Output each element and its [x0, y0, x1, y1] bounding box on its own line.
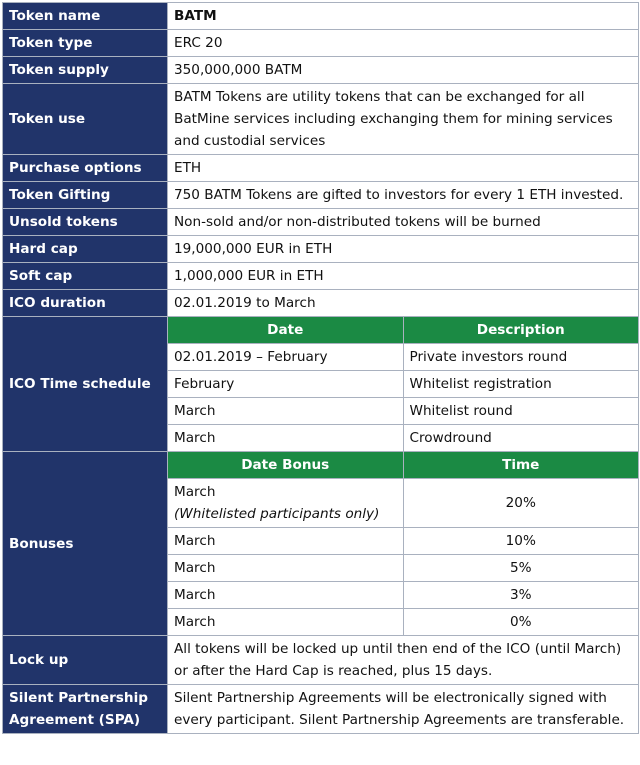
bonus-value: 5% — [403, 555, 638, 582]
bonuses-header-row — [168, 452, 638, 479]
lock-up-label: Lock up — [3, 636, 168, 685]
bonuses-header-time: Time — [403, 452, 638, 479]
bonuses-cell — [168, 452, 639, 636]
bonus-row — [168, 528, 638, 555]
schedule-date: 02.01.2019 – February — [168, 344, 403, 371]
ico-duration-label: ICO duration — [3, 290, 168, 317]
row-soft-cap — [3, 263, 639, 290]
schedule-header-row — [168, 317, 638, 344]
token-gifting-value: 750 BATM Tokens are gifted to investors for every 1 ETH invested. — [168, 182, 639, 209]
schedule-date: February — [168, 371, 403, 398]
schedule-header-description: Description — [403, 317, 638, 344]
token-type-label: Token type — [3, 30, 168, 57]
bonus-row — [168, 609, 638, 636]
row-token-supply — [3, 57, 639, 84]
token-name-value: BATM — [168, 3, 639, 30]
row-token-name — [3, 3, 639, 30]
schedule-description: Crowdround — [403, 425, 638, 452]
schedule-description: Whitelist round — [403, 398, 638, 425]
purchase-options-label: Purchase options — [3, 155, 168, 182]
ico-details-table — [2, 2, 639, 734]
bonus-row — [168, 555, 638, 582]
bonus-date: March — [168, 609, 403, 636]
spa-value: Silent Partnership Agreements will be electronically signed with every participant. Silent Partnership Agreements are transferable. — [168, 685, 639, 734]
spa-label: Silent Partnership Agreement (SPA) — [3, 685, 168, 734]
row-bonuses — [3, 452, 639, 636]
row-ico-time-schedule — [3, 317, 639, 452]
token-name-label: Token name — [3, 3, 168, 30]
token-use-label: Token use — [3, 84, 168, 155]
ico-duration-value: 02.01.2019 to March — [168, 290, 639, 317]
token-supply-label: Token supply — [3, 57, 168, 84]
row-token-use — [3, 84, 639, 155]
schedule-row — [168, 425, 638, 452]
bonus-row — [168, 582, 638, 609]
hard-cap-label: Hard cap — [3, 236, 168, 263]
row-spa — [3, 685, 639, 734]
purchase-options-value: ETH — [168, 155, 639, 182]
unsold-tokens-value: Non-sold and/or non-distributed tokens will be burned — [168, 209, 639, 236]
ico-time-schedule-cell — [168, 317, 639, 452]
soft-cap-label: Soft cap — [3, 263, 168, 290]
row-lock-up — [3, 636, 639, 685]
schedule-header-date: Date — [168, 317, 403, 344]
schedule-row — [168, 398, 638, 425]
soft-cap-value: 1,000,000 EUR in ETH — [168, 263, 639, 290]
row-unsold-tokens — [3, 209, 639, 236]
row-token-gifting — [3, 182, 639, 209]
bonus-date: March — [168, 528, 403, 555]
bonus-value: 3% — [403, 582, 638, 609]
token-type-value: ERC 20 — [168, 30, 639, 57]
schedule-description: Private investors round — [403, 344, 638, 371]
bonus-row — [168, 479, 638, 528]
token-supply-value: 350,000,000 BATM — [168, 57, 639, 84]
schedule-table — [168, 317, 638, 451]
schedule-date: March — [168, 398, 403, 425]
bonus-value: 20% — [403, 479, 638, 528]
token-use-value: BATM Tokens are utility tokens that can be exchanged for all BatMine services including exchanging them for mining services and custodial services — [168, 84, 639, 155]
row-purchase-options — [3, 155, 639, 182]
bonus-date-cell — [168, 479, 403, 528]
bonus-date: March — [168, 555, 403, 582]
bonus-value: 0% — [403, 609, 638, 636]
schedule-row — [168, 371, 638, 398]
bonus-date: March — [174, 484, 216, 500]
bonus-value: 10% — [403, 528, 638, 555]
row-token-type — [3, 30, 639, 57]
token-gifting-label: Token Gifting — [3, 182, 168, 209]
bonuses-table — [168, 452, 638, 635]
ico-details-table-container — [2, 2, 639, 734]
lock-up-value: All tokens will be locked up until then end of the ICO (until March) or after the Hard Cap is reached, plus 15 days. — [168, 636, 639, 685]
row-ico-duration — [3, 290, 639, 317]
schedule-row — [168, 344, 638, 371]
bonus-date: March — [168, 582, 403, 609]
ico-time-schedule-label: ICO Time schedule — [3, 317, 168, 452]
unsold-tokens-label: Unsold tokens — [3, 209, 168, 236]
bonuses-header-date-bonus: Date Bonus — [168, 452, 403, 479]
row-hard-cap — [3, 236, 639, 263]
bonuses-label: Bonuses — [3, 452, 168, 636]
bonus-note: (Whitelisted participants only) — [174, 506, 380, 522]
schedule-date: March — [168, 425, 403, 452]
hard-cap-value: 19,000,000 EUR in ETH — [168, 236, 639, 263]
schedule-description: Whitelist registration — [403, 371, 638, 398]
